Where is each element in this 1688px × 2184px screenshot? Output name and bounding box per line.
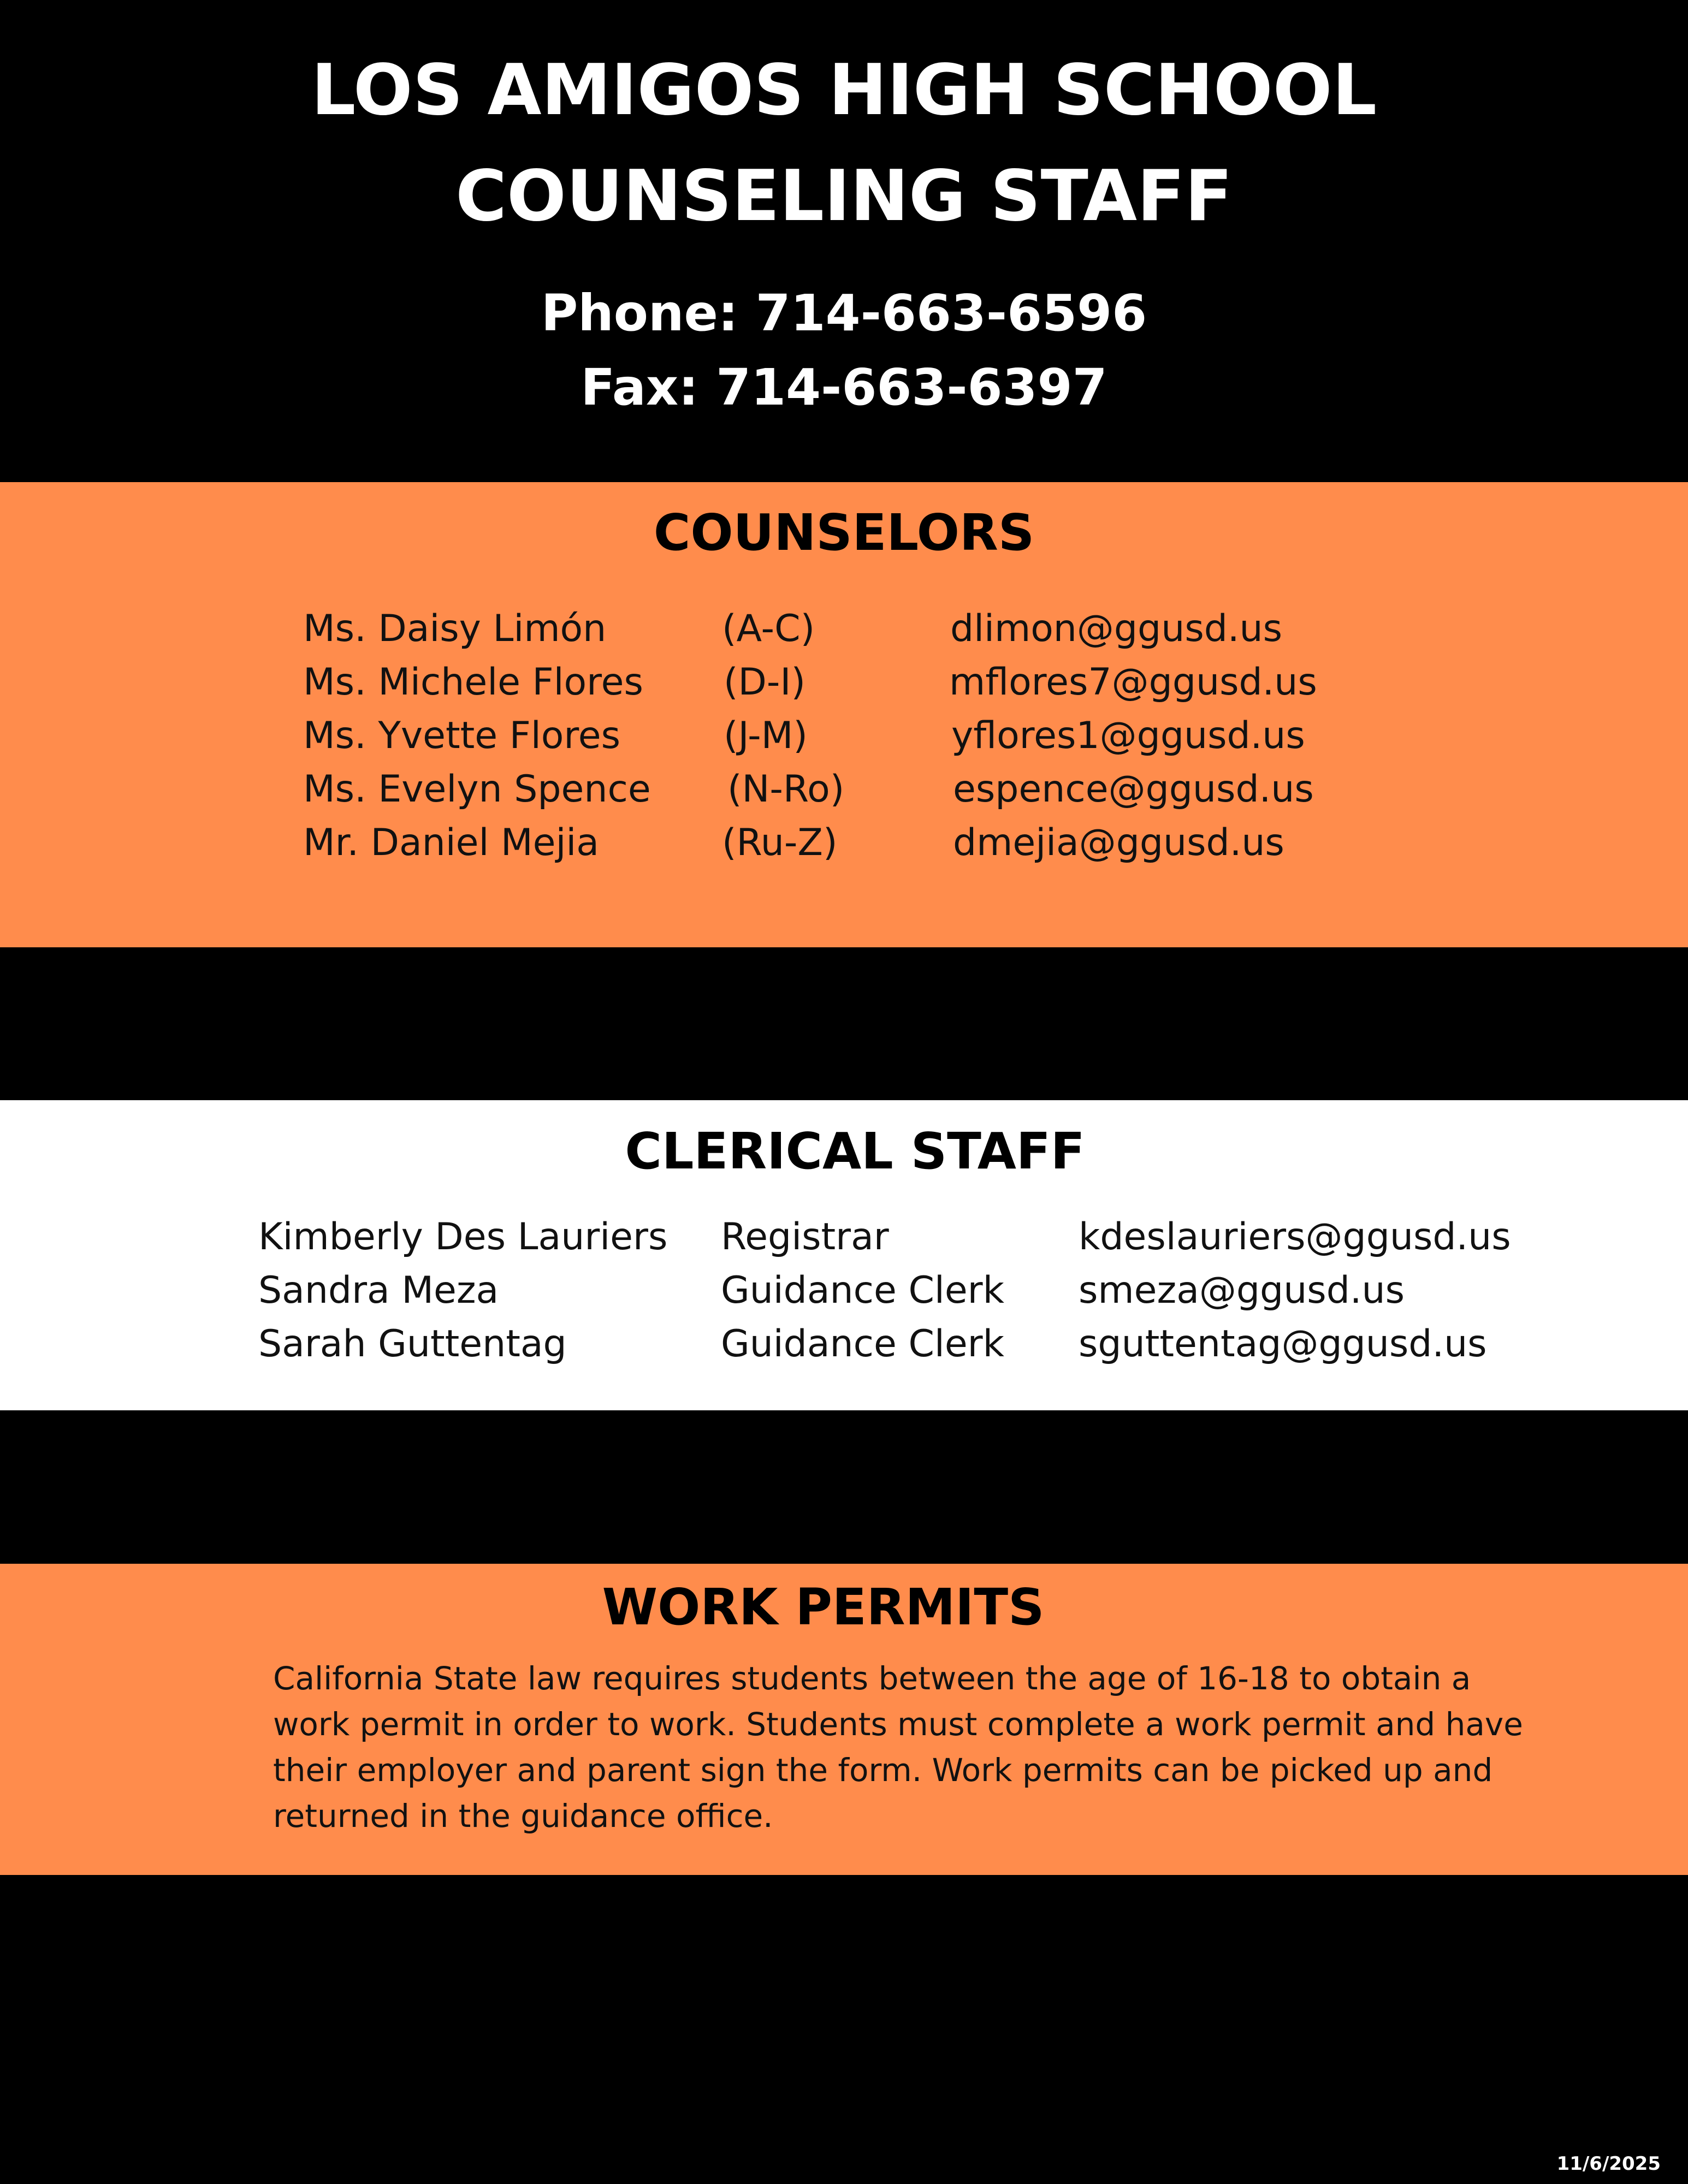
counselor-name: Mr. Daniel Mejia	[303, 821, 599, 864]
document-date: 11/6/2025	[1556, 2153, 1661, 2175]
counselors-heading: COUNSELORS	[653, 503, 1035, 562]
clerical-email: kdeslauriers@ggusd.us	[1079, 1215, 1511, 1259]
counselor-email: espence@ggusd.us	[953, 768, 1314, 811]
title-line-2: COUNSELING STAFF	[455, 156, 1233, 237]
clerical-heading: CLERICAL STAFF	[625, 1122, 1085, 1180]
clerical-role: Guidance Clerk	[721, 1322, 1004, 1366]
counselor-email: mflores7@ggusd.us	[949, 661, 1317, 704]
counselor-range: (J-M)	[724, 714, 808, 757]
title-line-1: LOS AMIGOS HIGH SCHOOL	[311, 50, 1377, 131]
counselor-name: Ms. Yvette Flores	[303, 714, 621, 757]
clerical-name: Kimberly Des Lauriers	[258, 1215, 668, 1259]
clerical-name: Sarah Guttentag	[258, 1322, 567, 1366]
clerical-email: smeza@ggusd.us	[1079, 1269, 1405, 1312]
counselor-name: Ms. Daisy Limón	[303, 607, 607, 650]
counselor-range: (D-I)	[724, 661, 806, 704]
counselor-email: yflores1@ggusd.us	[951, 714, 1305, 757]
clerical-role: Guidance Clerk	[721, 1269, 1004, 1312]
clerical-role: Registrar	[721, 1215, 889, 1259]
counselor-name: Ms. Michele Flores	[303, 661, 643, 704]
counselor-email: dmejia@ggusd.us	[953, 821, 1284, 864]
clerical-email: sguttentag@ggusd.us	[1079, 1322, 1487, 1366]
work-permits-text: California State law requires students between the age of 16-18 to obtain a work permit in order to work. Students must complete a work permit and have their employer and parent sign the form. Work permits can be picked up and returned in the guidance office.	[273, 1660, 1523, 1835]
counselor-range: (A-C)	[722, 607, 815, 650]
phone-number: Phone: 714-663-6596	[541, 284, 1147, 342]
fax-number: Fax: 714-663-6397	[581, 358, 1107, 417]
work-permits-heading: WORK PERMITS	[602, 1578, 1045, 1636]
clerical-name: Sandra Meza	[258, 1269, 499, 1312]
counselor-range: (Ru-Z)	[722, 821, 838, 864]
counselor-name: Ms. Evelyn Spence	[303, 768, 651, 811]
counselor-range: (N-Ro)	[727, 768, 845, 811]
counselor-email: dlimon@ggusd.us	[950, 607, 1283, 650]
